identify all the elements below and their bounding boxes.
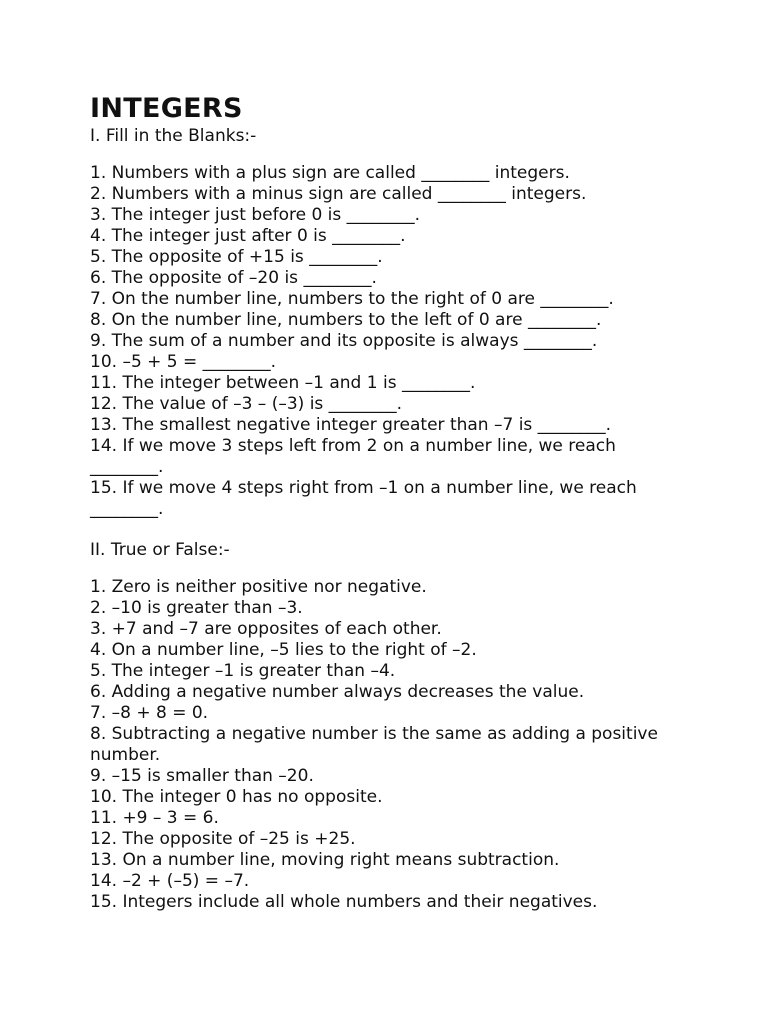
list-item: 12. The value of –3 – (–3) is ________. <box>90 394 403 414</box>
list-item: 11. The integer between –1 and 1 is ________. <box>90 373 476 393</box>
true-or-false-heading: II. True or False:- <box>90 540 230 560</box>
list-item: 8. Subtracting a negative number is the same as adding a positive number. <box>90 724 658 765</box>
list-item: 6. The opposite of –20 is ________. <box>90 268 377 288</box>
list-item: 12. The opposite of –25 is +25. <box>90 829 356 849</box>
list-item: 1. Numbers with a plus sign are called ________ integers. <box>90 163 570 183</box>
list-item: 11. +9 – 3 = 6. <box>90 808 219 828</box>
list-item: 3. The integer just before 0 is ________. <box>90 205 421 225</box>
list-item: 13. On a number line, moving right means subtraction. <box>90 850 560 870</box>
spacer <box>90 561 690 577</box>
true-or-false-list <box>90 577 690 913</box>
list-item: 15. Integers include all whole numbers and their negatives. <box>90 892 598 912</box>
list-item: 8. On the number line, numbers to the left of 0 are ________. <box>90 310 602 330</box>
list-item: 10. –5 + 5 = ________. <box>90 352 277 372</box>
list-item: 13. The smallest negative integer greater than –7 is ________. <box>90 415 612 435</box>
list-item: 2. –10 is greater than –3. <box>90 598 303 618</box>
list-item: 3. +7 and –7 are opposites of each other. <box>90 619 442 639</box>
page-title: INTEGERS <box>90 93 243 124</box>
list-item: 9. –15 is smaller than –20. <box>90 766 314 786</box>
list-item: 4. The integer just after 0 is ________. <box>90 226 406 246</box>
list-item: 2. Numbers with a minus sign are called ________ integers. <box>90 184 587 204</box>
list-item: 6. Adding a negative number always decreases the value. <box>90 682 585 702</box>
list-item: 7. On the number line, numbers to the right of 0 are ________. <box>90 289 614 309</box>
list-item: 5. The integer –1 is greater than –4. <box>90 661 396 681</box>
list-item: 14. –2 + (–5) = –7. <box>90 871 250 891</box>
spacer <box>90 147 690 163</box>
spacer <box>90 520 690 540</box>
worksheet-page <box>90 92 690 913</box>
fill-in-blanks-list <box>90 163 690 520</box>
list-item: 9. The sum of a number and its opposite is always ________. <box>90 331 598 351</box>
list-item: 7. –8 + 8 = 0. <box>90 703 209 723</box>
list-item: 4. On a number line, –5 lies to the right of –2. <box>90 640 477 660</box>
list-item: 14. If we move 3 steps left from 2 on a number line, we reach ________. <box>90 436 616 477</box>
fill-in-blanks-heading: I. Fill in the Blanks:- <box>90 126 257 146</box>
list-item: 15. If we move 4 steps right from –1 on a number line, we reach ________. <box>90 478 637 519</box>
list-item: 10. The integer 0 has no opposite. <box>90 787 383 807</box>
list-item: 5. The opposite of +15 is ________. <box>90 247 383 267</box>
list-item: 1. Zero is neither positive nor negative. <box>90 577 427 597</box>
